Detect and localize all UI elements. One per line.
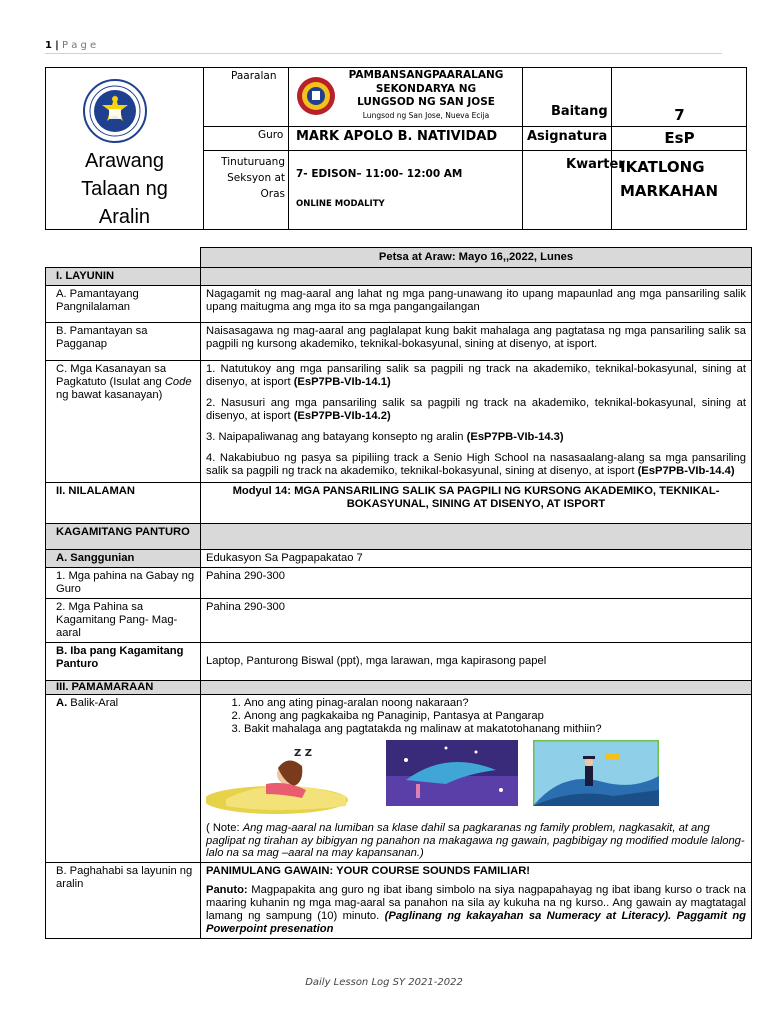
kasanayan-label: C. Mga Kasanayan sa Pagkatuto (Isulat ang Code ng bawat kasanayan) [46, 361, 201, 483]
note-text: ( Note: Ang mag-aaral na lumiban sa klase dahil sa pagkaranas ng family problem, nagkasakit, at ang paglipat ng tirahan ay bibigyan ng panahon na makagawa ng gawain, pagbibigay ng modified module lalong-lalo na sa mag –aaral na may kapansanan.) [206, 822, 745, 859]
panuto-text: Panuto: Magpapakita ang guro ng ibat ibang simbolo na siya nagpapahayag ng ibat ibang kurso o track na maaring kuhanin ng mga mag-aaral sa panahon na sila ay kukuha na ng kurso.. Ang gawain ay magtatagal lamang ng sampung (10) minuto. (Paglinang ng kakayahan sa Numeracy at Literacy). Paggamit ng Powerpoint presenation [206, 883, 746, 935]
header-rule [45, 53, 722, 54]
gabay-label: 1. Mga pahina na Gabay ng Guro [46, 568, 201, 599]
lesson-table [45, 247, 752, 939]
sleep-z-text: Z Z [294, 748, 312, 759]
baitang-label: Baitang [551, 104, 608, 119]
seksyon-label: Tinuturuang Seksyon at Oras [221, 156, 285, 200]
asignatura-value: EsP [664, 129, 695, 147]
modality: ONLINE MODALITY [296, 199, 385, 209]
footer-text: Daily Lesson Log SY 2021-2022 [305, 977, 463, 988]
paghahabi-content [201, 862, 752, 938]
kwarter-value: IKATLONG MARKAHAN [620, 158, 719, 200]
list-item: 2. Anong ang pagkakaiba ng Panaginip, Pantasya at Pangarap [244, 710, 746, 723]
pagganap-value: Naisasagawa ng mag-aaral ang paglalapat kung bakit mahalaga ang pagtatasa ng mga pansariling salik sa pagpili ng kursong akademiko, teknikal-bokasyunal, sining at disenyo, at isport. [201, 323, 752, 361]
nilalaman-value: Modyul 14: MGA PANSARILING SALIK SA PAGPILI NG KURSONG AKADEMIKO, TEKNIKAL-BOKASYUNAL, SINING AT DISENYO, AT ISPORT [201, 483, 752, 524]
balik-aral-content [201, 695, 752, 863]
school-name: PAMBANSANGPAARALANG SEKONDARYA NG LUNGSOD NG SAN JOSE Lungsod ng San Jose, Nueva Ecija [348, 69, 504, 120]
sanggunian-heading: A. Sanggunian [46, 550, 201, 568]
petsa-header: Petsa at Araw: Mayo 16,,2022, Lunes [201, 248, 752, 268]
balik-aral-images [206, 744, 746, 816]
header-table [45, 67, 747, 230]
page-title: Arawang Talaan ng Aralin [81, 150, 168, 228]
guro-label: Guro [258, 129, 284, 141]
paghahabi-label: B. Paghahabi sa layunin ng aralin [46, 862, 201, 938]
pagganap-label: B. Pamantayan sa Pagganap [46, 323, 201, 361]
baitang-value: 7 [674, 106, 685, 124]
iba-label: B. Iba pang Kagamitang Panturo [46, 643, 201, 681]
asignatura-label: Asignatura [527, 129, 608, 144]
guro-value: MARK APOLO B. NATIVIDAD [296, 129, 498, 144]
balik-aral-list [206, 697, 746, 736]
gabay-value: Pahina 290-300 [201, 568, 752, 599]
deped-logo [83, 79, 147, 143]
kagamitang-pang-value: Pahina 290-300 [201, 599, 752, 643]
competency-list [201, 361, 752, 483]
balik-aral-label: A. Balik-Aral [46, 695, 201, 863]
seksyon-value: 7- EDISON– 11:00- 12:00 AM [296, 168, 463, 180]
competency-item: 2. Nasusuri ang mga pansariling salik sa pagpili ng track na akademiko, teknikal-bokasyunal, sining at disenyo, at isport (EsP7PB-VIb-14.2) [206, 397, 746, 422]
sleeping-girl-image [206, 744, 356, 816]
competency-item: 1. Natutukoy ang mga pansariling salik sa pagpili ng track na akademiko, teknikal-bokasyunal, sining at disenyo, at isport (EsP7PB-VIb-14.1) [206, 363, 746, 388]
pamantayang-value: Nagagamit ng mag-aaral ang lahat ng mga pang-unawang ito upang mapaunlad ang mga pansariling salik upang maitugma ang mga ito sa mga pangangailangan [201, 286, 752, 323]
page-number: 1 | P a g e [45, 40, 97, 51]
kagamitang-pang-label: 2. Mga Pahina sa Kagamitang Pang- Mag-aaral [46, 599, 201, 643]
list-item: 3. Bakit mahalaga ang pagtatakda ng malinaw at makatotohanang mithiin? [244, 723, 746, 736]
list-item: 1. Ano ang ating pinag-aralan noong nakaraan? [244, 697, 746, 710]
panimula-heading: PANIMULANG GAWAIN: YOUR COURSE SOUNDS FAMILIAR! [206, 864, 531, 877]
kagamitang-heading: KAGAMITANG PANTURO [46, 524, 201, 550]
pamamaraan-heading: III. PAMAMARAAN [46, 681, 201, 695]
paaralan-label: Paaralan [231, 70, 277, 82]
pamantayang-label: A. Pamantayang Pangnilalaman [46, 286, 201, 323]
nilalaman-heading: II. NILALAMAN [46, 483, 201, 524]
competency-item: 3. Naipapaliwanag ang batayang konsepto ng aralin (EsP7PB-VIb-14.3) [206, 431, 564, 443]
graduation-dream-image [533, 740, 659, 806]
kwarter-label: Kwarter [566, 157, 625, 172]
fantasy-dolphin-image [386, 740, 518, 806]
sanggunian-value: Edukasyon Sa Pagpapakatao 7 [201, 550, 752, 568]
layunin-heading: I. LAYUNIN [46, 268, 201, 286]
competency-item: 4. Nakabiubuo ng pasya sa pipiliing track a Senio High School na nasasaalang-alang sa mga pansariling salik sa pagpili ng track na akademiko, teknikal-bokasyunal, sining at disenyo, at isport (EsP7PB-VIb-14.4) [206, 452, 746, 477]
iba-value: Laptop, Panturong Biswal (ppt), mga larawan, mga kapirasong papel [201, 643, 752, 681]
